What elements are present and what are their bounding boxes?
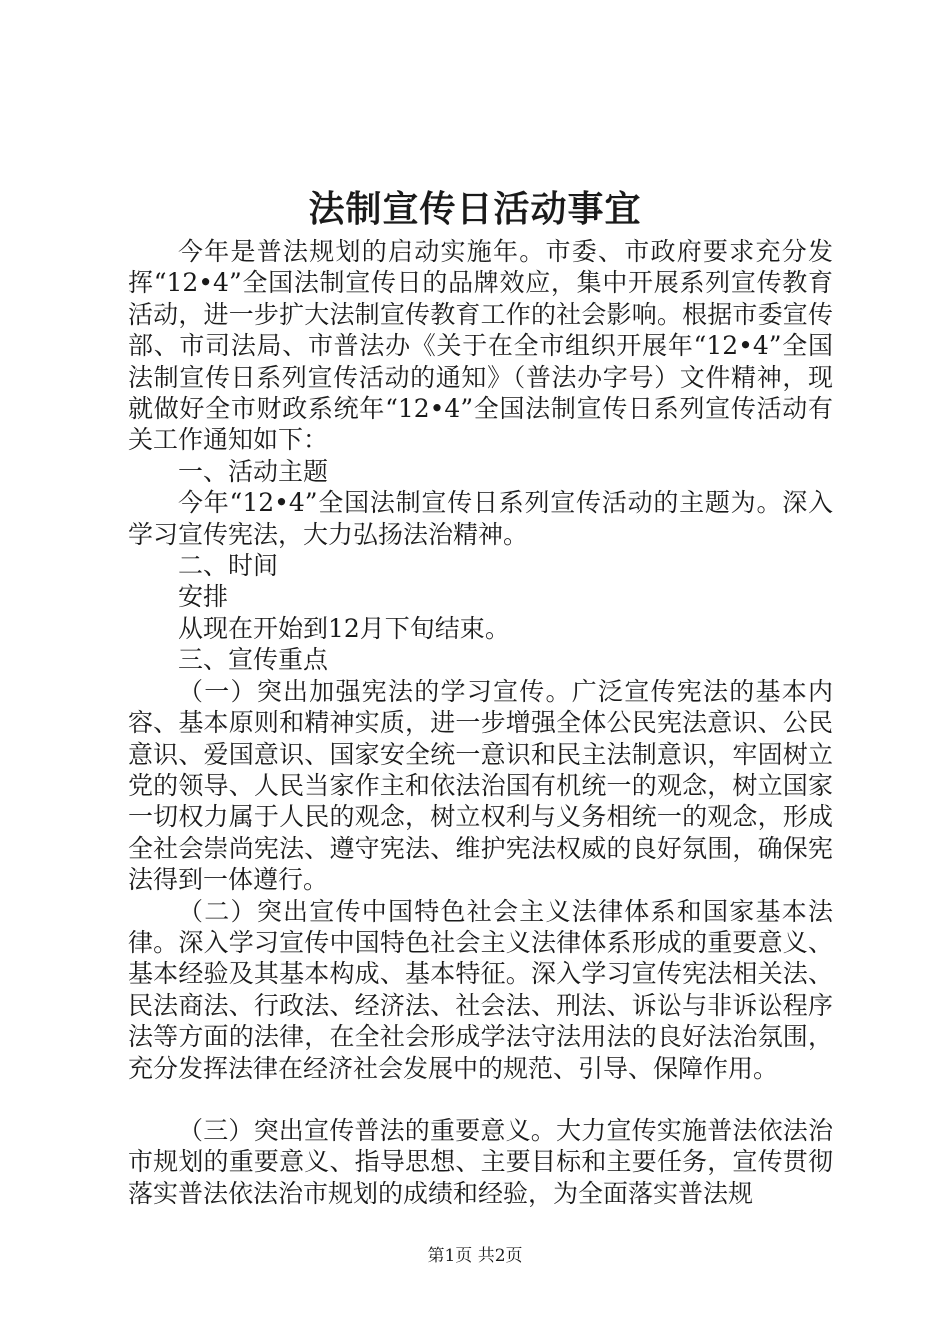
section-heading-focus: 三、宣传重点: [178, 645, 329, 675]
focus-item-2-paragraph: （二）突出宣传中国特色社会主义法律体系和国家基本法律。深入学习宣传中国特色社会主义法律体系形成的重要意义、基本经验及其基本构成、基本特征。深入学习宣传宪法相关法、民法商法、行政法、经济法、社会法、刑法、诉讼与非诉讼程序法等方面的法律，在全社会形成学法守法用法的良好法治氛围，充分发挥法律在经济社会发展中的规范、引导、保障作用。: [128, 896, 833, 1083]
focus-item-3-paragraph: （三）突出宣传普法的重要意义。大力宣传实施普法依法治市规划的重要意义、指导思想、主要目标和主要任务，宣传贯彻落实普法依法治市规划的成绩和经验，为全面落实普法规: [128, 1115, 833, 1208]
focus-item-1-paragraph: （一）突出加强宪法的学习宣传。广泛宣传宪法的基本内容、基本原则和精神实质，进一步增强全体公民宪法意识、公民意识、爱国意识、国家安全统一意识和民主法制意识，牢固树立党的领导、人民当家作主和依法治国有机统一的观念，树立国家一切权力属于人民的观念，树立权利与义务相统一的观念，形成全社会崇尚宪法、遵守宪法、维护宪法权威的良好氛围，确保宪法得到一体遵行。: [128, 676, 833, 895]
document-title: 法制宣传日活动事宜: [308, 188, 642, 230]
intro-paragraph: 今年是普法规划的启动实施年。市委、市政府要求充分发挥“12•4”全国法制宣传日的品牌效应，集中开展系列宣传教育活动，进一步扩大法制宣传教育工作的社会影响。根据市委宣传部、市司法局、市普法办《关于在全市组织开展年“12•4”全国法制宣传日系列宣传活动的通知》（普法办字号）文件精神，现就做好全市财政系统年“12•4”全国法制宣传日系列宣传活动有关工作通知如下：: [128, 237, 833, 455]
page-number-footer: 第1页 共2页: [427, 1246, 523, 1266]
section-heading-time: 二、时间: [178, 551, 279, 581]
section-heading-theme: 一、活动主题: [178, 456, 329, 486]
document-body: [128, 236, 833, 1209]
time-paragraph: 从现在开始到12月下旬结束。: [178, 613, 510, 643]
theme-paragraph: 今年“12•4”全国法制宣传日系列宣传活动的主题为。深入学习宣传宪法，大力弘扬法治精神。: [128, 488, 833, 549]
time-arrangement-label: 安排: [178, 582, 229, 612]
